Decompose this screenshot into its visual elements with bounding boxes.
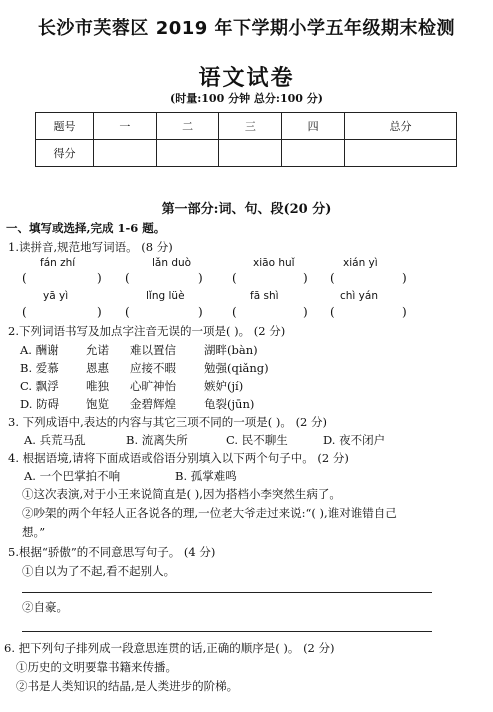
question-2-title: 2.下列词语书写及加点字注音无误的一项是( )。 (2 分)	[8, 324, 286, 338]
answer-blank[interactable]: (	[125, 271, 130, 285]
part-title: 一、填写或选择,完成 1-6 题。	[6, 221, 166, 235]
option-word: 勉强(qiǎng)	[204, 361, 269, 375]
question-4-title: 4. 根据语境,请将下面成语或俗语分别填入以下两个句子中。 (2 分)	[8, 451, 349, 465]
answer-blank[interactable]: (	[330, 271, 335, 285]
answer-blank[interactable]: )	[303, 305, 308, 319]
score-table-header-row	[36, 113, 457, 140]
question-4-sentence-1: ①这次表演,对于小王来说简直是( ),因为搭档小李突然生病了。	[22, 487, 341, 501]
option-a[interactable]: A. 兵荒马乱	[24, 433, 86, 447]
question-6-sentence-2: ②书是人类知识的结晶,是人类进步的阶梯。	[16, 679, 239, 693]
score-input-cell[interactable]	[344, 140, 456, 167]
score-cell: 总分	[344, 113, 456, 140]
option-word: 龟裂(jūn)	[204, 397, 255, 411]
pinyin: fán zhí	[40, 257, 76, 269]
answer-line[interactable]	[22, 631, 432, 632]
answer-line[interactable]	[22, 592, 432, 593]
answer-blank[interactable]: (	[232, 305, 237, 319]
question-5-prompt-1: ①自以为了不起,看不起别人。	[22, 564, 176, 578]
score-cell: 一	[94, 113, 157, 140]
answer-blank[interactable]: (	[22, 271, 27, 285]
option-b[interactable]: B. 流离失所	[126, 433, 188, 447]
answer-blank[interactable]: )	[402, 305, 407, 319]
option-word: 心旷神怡	[130, 379, 176, 393]
question-5-title: 5.根据“骄傲”的不同意思写句子。 (4 分)	[8, 545, 216, 559]
answer-blank[interactable]: (	[232, 271, 237, 285]
answer-blank[interactable]: )	[198, 305, 203, 319]
option-word: 恩惠	[86, 361, 109, 375]
option-d[interactable]: D. 夜不闭户	[323, 433, 386, 447]
question-6-title: 6. 把下列句子排列成一段意思连贯的话,正确的顺序是( )。 (2 分)	[4, 641, 335, 655]
pinyin: yā yì	[43, 290, 69, 302]
option-word: 难以置信	[130, 343, 176, 357]
question-3-title: 3. 下列成语中,表达的内容与其它三项不同的一项是( )。 (2 分)	[8, 415, 328, 429]
question-4-sentence-2: ②吵架的两个年轻人正各说各的理,一位老大爷走过来说:“( ),谁对谁错自己	[22, 506, 397, 520]
question-5-prompt-2: ②自豪。	[22, 600, 68, 614]
question-1-title: 1.读拼音,规范地写词语。 (8 分)	[8, 240, 173, 254]
option-a[interactable]: A. 酬谢	[20, 343, 59, 357]
answer-blank[interactable]: )	[303, 271, 308, 285]
answer-blank[interactable]: (	[330, 305, 335, 319]
option-c[interactable]: C. 飘浮	[20, 379, 59, 393]
score-cell: 三	[219, 113, 282, 140]
exam-info: (时量:100 分钟 总分:100 分)	[170, 92, 323, 105]
question-4-sentence-2-cont: 想。”	[22, 525, 46, 539]
option-word: 饱览	[86, 397, 109, 411]
option-word: 金碧辉煌	[130, 397, 176, 411]
option-b[interactable]: B. 孤掌难鸣	[175, 469, 237, 483]
option-word: 应接不暇	[130, 361, 176, 375]
option-word: 湖畔(bàn)	[204, 343, 258, 357]
score-cell: 四	[282, 113, 345, 140]
section-title: 第一部分:词、句、段(20 分)	[161, 202, 332, 217]
score-table	[35, 112, 457, 167]
option-word: 允诺	[86, 343, 109, 357]
score-input-cell[interactable]	[94, 140, 157, 167]
score-cell: 二	[156, 113, 219, 140]
option-word: 唯独	[86, 379, 109, 393]
answer-blank[interactable]: )	[97, 271, 102, 285]
option-b[interactable]: B. 爱慕	[20, 361, 59, 375]
option-d[interactable]: D. 防碍	[20, 397, 60, 411]
option-word: 嫉妒(jí)	[204, 379, 244, 393]
pinyin: lǎn duò	[152, 257, 192, 269]
score-table-row	[36, 140, 457, 167]
answer-blank[interactable]: (	[125, 305, 130, 319]
answer-blank[interactable]: (	[22, 305, 27, 319]
exam-subtitle: 语文试卷	[198, 66, 295, 91]
pinyin: fā shì	[250, 290, 279, 302]
answer-blank[interactable]: )	[198, 271, 203, 285]
answer-blank[interactable]: )	[97, 305, 102, 319]
score-input-cell[interactable]	[282, 140, 345, 167]
pinyin: lǐng lüè	[146, 290, 185, 302]
answer-blank[interactable]: )	[402, 271, 407, 285]
score-cell: 题号	[36, 113, 94, 140]
option-a[interactable]: A. 一个巴掌拍不响	[24, 469, 121, 483]
score-input-cell[interactable]	[156, 140, 219, 167]
question-6-sentence-1: ①历史的文明要靠书籍来传播。	[16, 660, 177, 674]
score-input-cell[interactable]	[219, 140, 282, 167]
option-c[interactable]: C. 民不聊生	[226, 433, 288, 447]
pinyin: chì yán	[340, 290, 378, 302]
score-label-cell: 得分	[36, 140, 94, 167]
pinyin: xián yì	[343, 257, 378, 269]
pinyin: xiāo huǐ	[253, 257, 295, 269]
exam-title: 长沙市芙蓉区 2019 年下学期小学五年级期末检测	[37, 18, 456, 39]
